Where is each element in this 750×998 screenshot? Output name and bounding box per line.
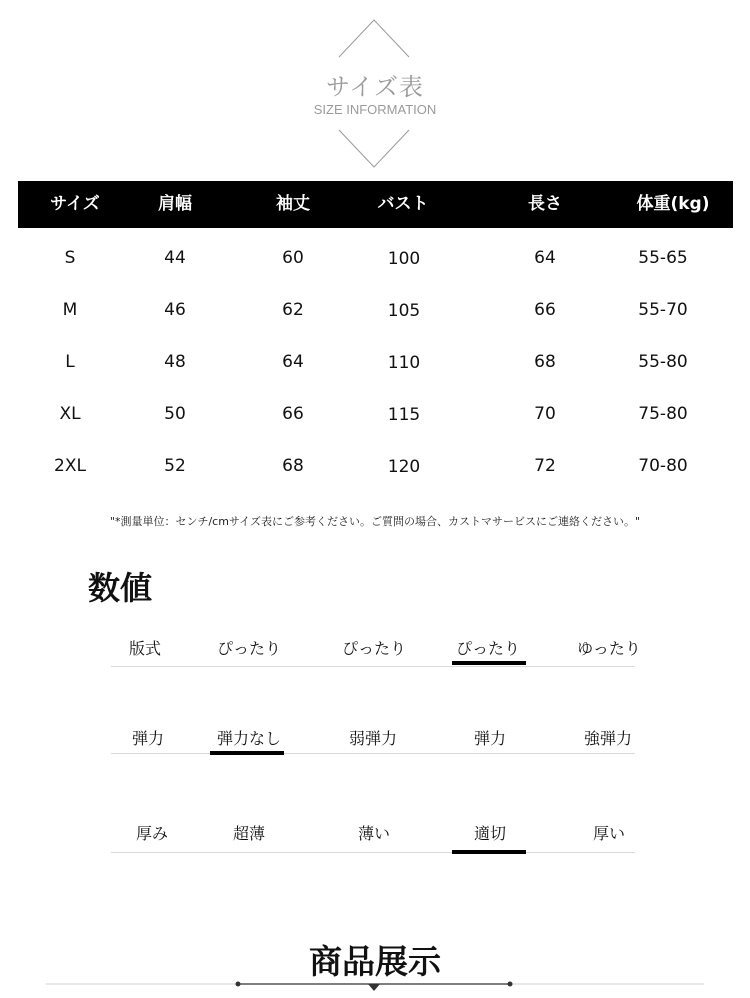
spec-label-fit: 版式 bbox=[128, 639, 161, 658]
product-display-title: 商品展示 bbox=[309, 942, 441, 981]
spec-option: ゆったり bbox=[577, 639, 641, 658]
spec-option-selected: ぴったり bbox=[455, 639, 520, 658]
table-cell: 55-70 bbox=[638, 300, 688, 320]
table-cell: XL bbox=[59, 404, 81, 424]
selected-indicator bbox=[452, 850, 526, 854]
table-cell: 68 bbox=[534, 352, 556, 372]
table-cell: 52 bbox=[164, 456, 186, 476]
table-cell: 100 bbox=[387, 249, 421, 269]
table-cell: 72 bbox=[534, 456, 556, 476]
size-chart-subtitle: SIZE INFORMATION bbox=[313, 102, 437, 117]
spec-option-selected: 弾力なし bbox=[216, 729, 281, 748]
table-cell: 66 bbox=[534, 300, 556, 320]
selected-indicator bbox=[210, 751, 284, 755]
table-cell: 75-80 bbox=[638, 404, 688, 424]
spec-option-selected: 適切 bbox=[473, 824, 506, 843]
spec-section-title: 数値 bbox=[88, 569, 153, 607]
table-cell: 110 bbox=[387, 353, 421, 373]
table-cell: 46 bbox=[164, 300, 186, 320]
table-cell: 70 bbox=[534, 404, 556, 424]
selected-indicator bbox=[452, 661, 526, 665]
spec-option: ぴったり bbox=[216, 639, 281, 658]
size-chart-title: サイズ表 bbox=[325, 73, 425, 101]
spec-option: ぴったり bbox=[341, 639, 406, 658]
table-cell: 70-80 bbox=[638, 456, 688, 476]
table-cell: 105 bbox=[387, 301, 421, 321]
table-cell: S bbox=[64, 248, 76, 268]
row-divider bbox=[111, 753, 635, 754]
table-cell: 66 bbox=[282, 404, 304, 424]
column-header-sleeve: 袖丈 bbox=[276, 194, 310, 214]
spec-label-thickness: 厚み bbox=[135, 824, 168, 843]
size-table-header bbox=[18, 181, 733, 228]
table-cell: L bbox=[65, 352, 75, 372]
table-cell: 48 bbox=[164, 352, 186, 372]
column-header-size: サイズ bbox=[50, 194, 100, 214]
spec-option: 厚い bbox=[592, 824, 625, 843]
spec-option: 強弾力 bbox=[583, 729, 632, 748]
spec-option: 超薄 bbox=[232, 824, 265, 843]
table-cell: 120 bbox=[387, 457, 421, 477]
table-cell: 2XL bbox=[54, 456, 86, 476]
column-header-weight: 体重(kg) bbox=[636, 194, 710, 214]
spec-option: 薄い bbox=[357, 824, 390, 843]
table-cell: 60 bbox=[282, 248, 304, 268]
table-cell: 55-65 bbox=[638, 248, 688, 268]
table-cell: 44 bbox=[164, 248, 186, 268]
table-cell: 64 bbox=[534, 248, 556, 268]
table-cell: 68 bbox=[282, 456, 304, 476]
table-cell: 50 bbox=[164, 404, 186, 424]
column-header-shoulder: 肩幅 bbox=[158, 194, 192, 214]
spec-option: 弱弾力 bbox=[348, 729, 397, 748]
table-cell: M bbox=[62, 300, 78, 320]
title-underline-decoration bbox=[0, 975, 750, 998]
table-cell: 55-80 bbox=[638, 352, 688, 372]
spec-option: 弾力 bbox=[473, 729, 506, 748]
row-divider bbox=[111, 666, 635, 667]
measurement-note: "*測量単位：センチ/cmサイズ表にご参考ください。ご質問の場合、カストマサービスにご連絡ください。" bbox=[109, 515, 641, 528]
table-cell: 64 bbox=[282, 352, 304, 372]
table-cell: 62 bbox=[282, 300, 304, 320]
column-header-length: 長さ bbox=[528, 194, 562, 214]
row-divider bbox=[111, 852, 635, 853]
column-header-bust: バスト bbox=[377, 194, 429, 214]
spec-label-elasticity: 弾力 bbox=[131, 729, 164, 748]
table-cell: 115 bbox=[387, 405, 421, 425]
